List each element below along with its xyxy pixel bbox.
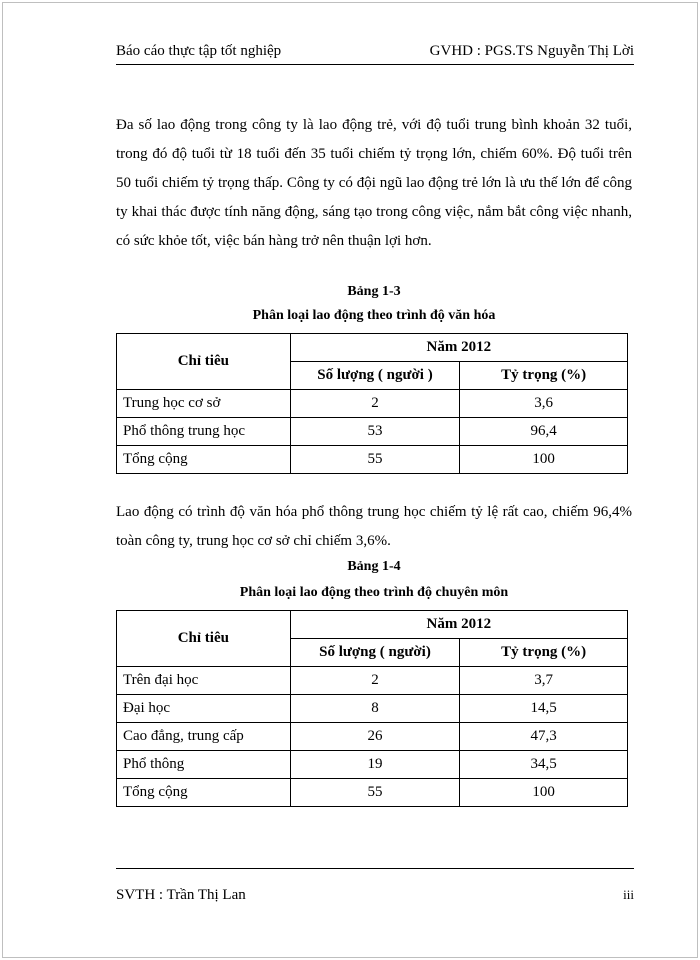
row-name: Tổng cộng	[117, 446, 291, 474]
row-quantity: 26	[290, 723, 460, 751]
row-quantity: 2	[290, 667, 460, 695]
table-row	[117, 418, 628, 446]
row-name: Đại học	[117, 695, 291, 723]
paragraph-age-structure: Đa số lao động trong công ty là lao động trẻ, với độ tuổi trung bình khoản 32 tuổi, trong đó độ tuổi từ 18 tuổi đến 35 tuổi chiếm tỷ trọng lớn, chiếm 60%. Độ tuổi trên 50 tuổi chiếm tỷ trọng thấp. Công ty có đội ngũ lao động trẻ lớn là ưu thế lớn để công ty khai thác được tính năng động, sáng tạo trong công việc, nắm bắt công việc nhanh, có sức khỏe tốt, việc bán hàng trở nên thuận lợi hơn.	[116, 117, 632, 249]
row-quantity: 2	[290, 390, 460, 418]
row-name: Tổng cộng	[117, 779, 291, 807]
row-name: Trên đại học	[117, 667, 291, 695]
table-row-total	[117, 446, 628, 474]
row-name: Phổ thông trung học	[117, 418, 291, 446]
row-percentage: 100	[460, 779, 628, 807]
row-quantity: 55	[290, 446, 460, 474]
col-criteria: Chỉ tiêu	[117, 611, 291, 667]
table-1-number: Bảng 1-3	[347, 284, 401, 299]
row-percentage: 96,4	[460, 418, 628, 446]
header-supervisor: GVHD : PGS.TS Nguyễn Thị Lời	[429, 43, 634, 59]
col-percentage: Tỷ trọng (%)	[460, 639, 628, 667]
row-percentage: 14,5	[460, 695, 628, 723]
table-2-title: Phân loại lao động theo trình độ chuyên môn	[239, 585, 509, 600]
row-percentage: 34,5	[460, 751, 628, 779]
table-row-total	[117, 779, 628, 807]
col-quantity: Số lượng ( người)	[290, 639, 460, 667]
table-row	[117, 723, 628, 751]
col-year: Năm 2012	[290, 611, 627, 639]
row-percentage: 47,3	[460, 723, 628, 751]
row-name: Phổ thông	[117, 751, 291, 779]
row-percentage: 3,6	[460, 390, 628, 418]
row-quantity: 55	[290, 779, 460, 807]
table-2-number: Bảng 1-4	[347, 559, 401, 574]
col-year: Năm 2012	[290, 334, 627, 362]
col-percentage: Tỷ trọng (%)	[460, 362, 628, 390]
header-report-title: Báo cáo thực tập tốt nghiệp	[116, 43, 282, 59]
row-quantity: 8	[290, 695, 460, 723]
col-quantity: Số lượng ( người )	[290, 362, 460, 390]
page-number: iii	[623, 887, 634, 902]
row-percentage: 3,7	[460, 667, 628, 695]
row-name: Cao đẳng, trung cấp	[117, 723, 291, 751]
row-quantity: 53	[290, 418, 460, 446]
col-criteria: Chỉ tiêu	[117, 334, 291, 390]
row-percentage: 100	[460, 446, 628, 474]
table-header-row	[117, 611, 628, 639]
table-professional-level	[116, 610, 628, 807]
table-header-row	[117, 334, 628, 362]
footer-student: SVTH : Trần Thị Lan	[116, 887, 246, 903]
table-row	[117, 751, 628, 779]
table-1-title: Phân loại lao động theo trình độ văn hóa	[252, 308, 496, 323]
table-row	[117, 667, 628, 695]
row-name: Trung học cơ sở	[117, 390, 291, 418]
table-education-level	[116, 333, 628, 474]
footer-divider	[116, 868, 634, 869]
table-row	[117, 390, 628, 418]
page-header	[116, 40, 634, 65]
paragraph-education-summary: Lao động có trình độ văn hóa phổ thông trung học chiếm tỷ lệ rất cao, chiếm 96,4% toàn công ty, trung học cơ sở chỉ chiếm 3,6%.	[116, 504, 632, 549]
row-quantity: 19	[290, 751, 460, 779]
table-row	[117, 695, 628, 723]
